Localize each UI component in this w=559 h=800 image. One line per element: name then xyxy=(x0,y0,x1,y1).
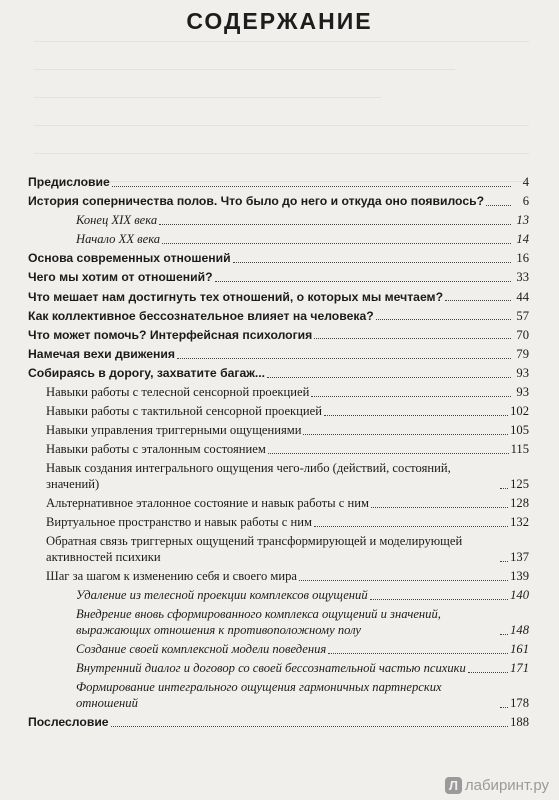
toc-entry-title: Навыки работы с телесной сенсорной проекцией xyxy=(46,385,310,400)
toc-page-number: 13 xyxy=(516,213,529,228)
toc-leader xyxy=(500,634,508,635)
toc-page-number: 33 xyxy=(516,270,529,285)
toc-entry[interactable] xyxy=(28,461,529,492)
toc-entry-title: Альтернативное эталонное состояние и навык работы с ним xyxy=(46,496,369,511)
toc-entry[interactable] xyxy=(28,569,529,585)
toc-entry-title: Внутренний диалог и договор со своей бессознательной частью психики xyxy=(76,661,466,676)
toc-entry[interactable] xyxy=(28,213,529,229)
toc-leader xyxy=(486,205,511,206)
toc-page-number: 93 xyxy=(516,385,529,400)
toc-entry[interactable] xyxy=(28,715,529,731)
toc-entry[interactable] xyxy=(28,175,529,191)
toc-entry-title: Конец XIX века xyxy=(76,213,158,228)
toc-leader xyxy=(445,300,511,301)
toc-page-number: 178 xyxy=(510,696,529,711)
toc-entry-title: Начало XX века xyxy=(76,232,161,247)
toc-entry-title: Чего мы хотим от отношений? xyxy=(28,270,213,285)
toc-page-number: 105 xyxy=(510,423,529,438)
toc-leader xyxy=(159,224,511,225)
toc-entry[interactable] xyxy=(28,661,529,677)
labirint-logo-icon: Л xyxy=(445,777,462,794)
toc-entry[interactable] xyxy=(28,404,529,420)
toc-entry[interactable] xyxy=(28,251,529,267)
toc-leader xyxy=(324,415,508,416)
toc-entry[interactable] xyxy=(28,423,529,439)
toc-entry[interactable] xyxy=(28,680,529,711)
toc-entry-title: Послесловие xyxy=(28,715,109,730)
toc-page-number: 57 xyxy=(516,308,529,323)
toc-leader xyxy=(299,580,508,581)
toc-page-number: 6 xyxy=(522,194,529,209)
toc-entry[interactable] xyxy=(28,442,529,458)
toc-entry-title: Намечая вехи движения xyxy=(28,346,175,361)
toc-page-number: 140 xyxy=(510,588,529,603)
toc-entry-title: Собираясь в дорогу, захватите багаж... xyxy=(28,365,266,380)
toc-leader xyxy=(468,672,508,673)
toc-entry-title: Основа современных отношений xyxy=(28,251,231,266)
toc-page-number: 44 xyxy=(516,289,529,304)
toc-leader xyxy=(314,338,511,339)
toc-entry[interactable] xyxy=(28,290,529,306)
toc-leader xyxy=(376,319,511,320)
toc-entry[interactable] xyxy=(28,385,529,401)
toc-leader xyxy=(311,396,511,397)
table-of-contents xyxy=(28,175,529,734)
toc-leader xyxy=(162,243,511,244)
labirint-watermark xyxy=(445,777,549,794)
toc-entry[interactable] xyxy=(28,347,529,363)
toc-entry-title: Навык создания интегрального ощущения чего-либо (действий, состояний, значений) xyxy=(46,461,451,492)
toc-leader xyxy=(303,434,508,435)
toc-leader xyxy=(371,507,508,508)
toc-page-number: 4 xyxy=(522,175,529,189)
toc-page-number: 16 xyxy=(516,251,529,266)
toc-entry[interactable] xyxy=(28,194,529,210)
toc-page-number: 137 xyxy=(510,550,529,565)
toc-page-number: 70 xyxy=(516,327,529,342)
toc-leader xyxy=(500,488,508,489)
toc-entry[interactable] xyxy=(28,642,529,658)
toc-entry-title: Формирование интегрального ощущения гармоничных партнерских отношений xyxy=(76,680,442,711)
toc-entry[interactable] xyxy=(28,309,529,325)
toc-entry-title: Создание своей комплексной модели поведения xyxy=(76,642,327,657)
toc-entry-title: Что может помочь? Интерфейсная психология xyxy=(28,327,313,342)
toc-entry-title: Шаг за шагом к изменению себя и своего мира xyxy=(46,569,298,584)
toc-entry-title: Навыки работы с эталонным состоянием xyxy=(46,442,266,457)
toc-page-number: 102 xyxy=(510,404,529,419)
watermark-text: лабиринт.ру xyxy=(464,777,549,794)
toc-entry-title: Внедрение вновь сформированного комплекса ощущений и значений, выражающих отношения к противоположному полу xyxy=(76,607,441,638)
toc-leader xyxy=(268,453,509,454)
toc-leader xyxy=(215,281,511,282)
toc-page-number: 148 xyxy=(510,623,529,638)
toc-entry-title: Что мешает нам достигнуть тех отношений, о которых мы мечтаем? xyxy=(28,289,444,304)
toc-leader xyxy=(370,599,508,600)
toc-entry[interactable] xyxy=(28,607,529,638)
toc-leader xyxy=(233,262,511,263)
toc-page-number: 132 xyxy=(510,515,529,530)
toc-leader xyxy=(500,561,508,562)
toc-page-number: 125 xyxy=(510,477,529,492)
toc-leader xyxy=(112,186,511,187)
toc-entry[interactable] xyxy=(28,232,529,248)
toc-page-number: 115 xyxy=(510,442,529,457)
toc-entry-title: Удаление из телесной проекции комплексов ощущений xyxy=(76,588,368,603)
toc-entry-title: Навыки управления триггерными ощущениями xyxy=(46,423,302,438)
toc-leader xyxy=(111,726,509,727)
toc-page-number: 188 xyxy=(510,715,529,730)
toc-leader xyxy=(314,526,508,527)
bleed-through-text xyxy=(0,20,559,182)
toc-leader xyxy=(500,707,508,708)
toc-entry[interactable] xyxy=(28,588,529,604)
toc-page-number: 14 xyxy=(516,232,529,247)
page-title: СОДЕРЖАНИЕ xyxy=(186,8,373,34)
toc-entry-title: Как коллективное бессознательное влияет на человека? xyxy=(28,308,374,323)
toc-entry-title: Виртуальное пространство и навык работы с ним xyxy=(46,515,312,530)
toc-entry[interactable] xyxy=(28,366,529,382)
toc-entry[interactable] xyxy=(28,515,529,531)
toc-page-number: 93 xyxy=(516,365,529,380)
toc-leader xyxy=(267,377,511,378)
toc-entry-title: Навыки работы с тактильной сенсорной проекцией xyxy=(46,404,322,419)
toc-entry-title: Обратная связь триггерных ощущений трансформирующей и моделирующей активностей психики xyxy=(46,534,463,565)
toc-entry-title: История соперничества полов. Что было до него и откуда оно появилось? xyxy=(28,194,485,209)
toc-entry[interactable] xyxy=(28,328,529,344)
toc-page-number: 161 xyxy=(510,642,529,657)
toc-leader xyxy=(328,653,508,654)
toc-entry[interactable] xyxy=(28,270,529,286)
toc-page-number: 128 xyxy=(510,496,529,511)
toc-entry[interactable] xyxy=(28,534,529,565)
toc-page-number: 79 xyxy=(516,346,529,361)
toc-entry-title: Предисловие xyxy=(28,175,110,189)
toc-leader xyxy=(177,358,511,359)
toc-page-number: 139 xyxy=(510,569,529,584)
toc-page-number: 171 xyxy=(510,661,529,676)
toc-entry[interactable] xyxy=(28,496,529,512)
